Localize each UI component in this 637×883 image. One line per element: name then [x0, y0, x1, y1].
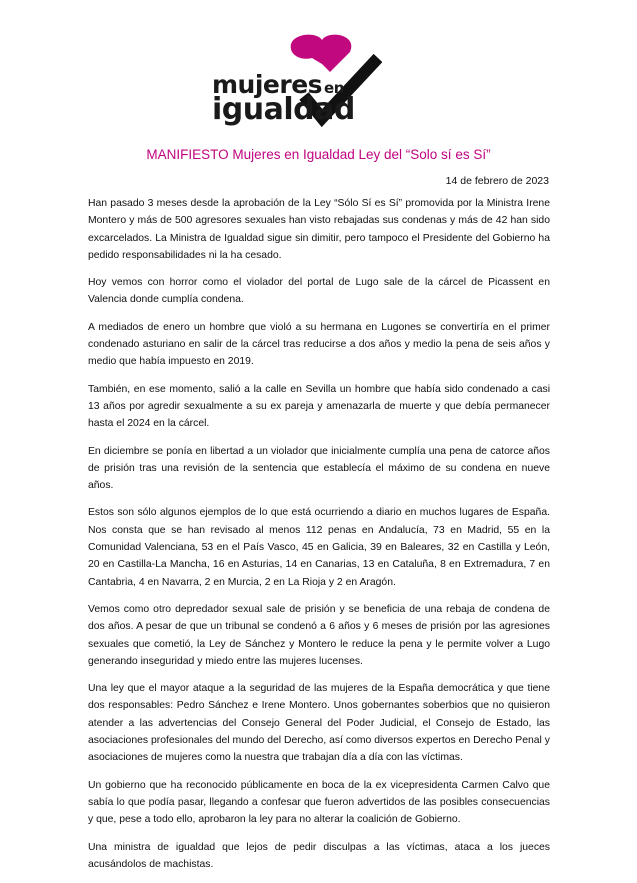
brand-line1: mujeres — [212, 70, 323, 99]
document-body — [88, 195, 550, 883]
brand-wordmark — [212, 72, 355, 125]
paragraph: Hoy vemos con horror como el violador del portal de Lugo sale de la cárcel de Picassent en Valencia donde cumplía condena. — [88, 277, 550, 306]
document-title: MANIFIESTO Mujeres en Igualdad Ley del “Solo sí es Sí” — [146, 147, 491, 162]
paragraph: Vemos como otro depredador sexual sale de prisión y se beneficia de una rebaja de condena de dos años. A pesar de que un tribunal se condenó a 6 años y 6 meses de prisión por las agresiones sexuales que cometió, la Ley de Sánchez y Montero le reduce la pena y le permite volver a Lugo generando inseguridad y miedo entre las mujeres lucenses. — [88, 603, 550, 667]
paragraph: Una ministra de igualdad que lejos de pedir disculpas a las víctimas, ataca a los jueces acusándolos de machistas. — [88, 841, 550, 870]
paragraph: Estos son sólo algunos ejemplos de lo que está ocurriendo a diario en muchos lugares de España. Nos consta que se han revisado al menos 112 penas en Andalucía, 73 en Madrid, 55 en la Comunidad Valenciana, 53 en el País Vasco, 45 en Galicia, 39 en Baleares, 32 en Castilla y León, 20 en Castilla-La Mancha, 16 en Asturias, 14 en Canarias, 13 en Cataluña, 8 en Extremadura, 7 en Cantabria, 4 en Navarra, 2 en Murcia, 2 en La Rioja y 2 en Aragón. — [88, 507, 550, 588]
document-date: 14 de febrero de 2023 — [445, 175, 549, 187]
paragraph: Han pasado 3 meses desde la aprobación de la Ley “Sólo Sí es Sí” promovida por la Ministra Irene Montero y más de 500 agresores sexuales han visto rebajadas sus condenas y más de 42 han sido excarcelados. La Ministra de Igualdad sigue sin dimitir, pero tampoco el Presidente del Gobierno ha pedido responsabilidades ni la ha cesado. — [88, 198, 550, 261]
brand-line2: igualdad — [212, 92, 355, 127]
paragraph: Una ley que el mayor ataque a la seguridad de las mujeres de la España democrática y que tiene dos responsables: Pedro Sánchez e Irene Montero. Unos gobernantes soberbios que no quisieron atender a las advertencias del Consejo General del Poder Judicial, el Consejo de Estado, las asociaciones profesionales del mundo del Derecho, así como diversos expertos en Derecho Penal y asociaciones de mujeres como la nuestra que trabajan día a día con las víctimas. — [88, 683, 550, 764]
paragraph: Un gobierno que ha reconocido públicamente en boca de la ex vicepresidenta Carmen Calvo que sabía lo que podía pasar, llegando a confesar que fueron advertidos de las posibles consecuencias y que, pese a todo ello, aprobaron la ley para no alterar la coalición de Gobierno. — [88, 779, 550, 826]
paragraph: En diciembre se ponía en libertad a un violador que inicialmente cumplía una pena de catorce años de prisión tras una revisión de la sentencia que establecía el máximo de su condena en nueve años. — [88, 445, 550, 492]
paragraph: A mediados de enero un hombre que violó a su hermana en Lugones se convertiría en el primer condenado asturiano en salir de la cárcel tras reducirse a dos años y medio la pena de seis años y medio que había impuesto en 2019. — [88, 321, 550, 368]
brand-line1-suffix: en — [324, 79, 344, 97]
heart-mark — [291, 35, 352, 72]
paragraph: También, en ese momento, salió a la calle en Sevilla un hombre que había sido condenado a casi 13 años por agredir sexualmente a su ex pareja y amenazarla de muerte y que debía permanecer hasta el 2024 en la cárcel. — [88, 383, 550, 430]
brand-logo — [212, 28, 382, 128]
